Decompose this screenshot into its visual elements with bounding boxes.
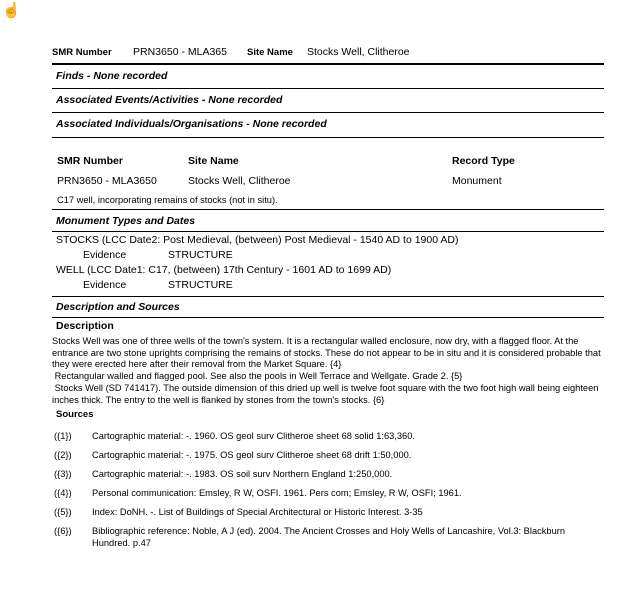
- source-marker: ({5}): [54, 507, 72, 517]
- description-paragraph: Stocks Well (SD 741417). The outside dimension of this dried up well is twelve foot square with the two foot high wall being eighteen inches thick. The entry to the well is flanked by stones from the town's stocks. {6}: [52, 383, 602, 405]
- divider-record: [52, 209, 604, 210]
- header-smr-value: PRN3650 - MLA365: [133, 46, 227, 58]
- sources-heading: Sources: [56, 409, 94, 420]
- hand-cursor-icon: ☝: [2, 2, 21, 19]
- source-marker: ({4}): [54, 488, 72, 498]
- description-paragraph: Rectangular walled and flagged pool. See also the pools in Well Terrace and Wellgate. Grade 2. {5}: [52, 371, 463, 381]
- source-text: Bibliographic reference: Noble, A J (ed). 2004. The Ancient Crosses and Holy Wells of Lancashire, Vol.3: Blackburn Hundred. p.47: [92, 526, 568, 548]
- divider-monument-types: [52, 231, 604, 232]
- record-site-header: Site Name: [188, 155, 239, 167]
- monument-entry-name: WELL (LCC Date1: C17, (between) 17th Century - 1601 AD to 1699 AD): [56, 264, 392, 276]
- summary-row-individuals: Associated Individuals/Organisations - None recorded: [56, 118, 327, 130]
- divider-header: [52, 63, 604, 65]
- description-sources-title: Description and Sources: [56, 301, 180, 313]
- monument-entry-evidence-value: STRUCTURE: [168, 249, 233, 261]
- divider-individuals: [52, 137, 604, 138]
- summary-row-finds: Finds - None recorded: [56, 70, 168, 82]
- source-marker: ({1}): [54, 431, 72, 441]
- header-site-value: Stocks Well, Clitheroe: [307, 46, 410, 58]
- source-text: Cartographic material: -. 1975. OS geol surv Clitheroe sheet 68 drift 1:50,000.: [92, 450, 412, 460]
- source-text: Index: DoNH. -. List of Buildings of Special Architectural or Historic Interest. 3-35: [92, 507, 423, 517]
- monument-entry-evidence-value: STRUCTURE: [168, 279, 233, 291]
- source-text: Personal communication: Emsley, R W, OSFI. 1961. Pers com; Emsley, R W, OSFI; 1961.: [92, 488, 462, 498]
- record-site-value: Stocks Well, Clitheroe: [188, 175, 291, 187]
- record-note: C17 well, incorporating remains of stocks (not in situ).: [57, 195, 278, 205]
- description-heading: Description: [56, 320, 114, 332]
- monument-types-title: Monument Types and Dates: [56, 215, 196, 227]
- source-marker: ({6}): [54, 526, 72, 536]
- divider-events: [52, 112, 604, 113]
- divider-monument-entries: [52, 296, 604, 297]
- record-type-value: Monument: [452, 175, 502, 187]
- record-smr-value: PRN3650 - MLA3650: [57, 175, 157, 187]
- source-text: Cartographic material: -. 1983. OS soil surv Northern England 1:250,000.: [92, 469, 393, 479]
- monument-entry-evidence-label: Evidence: [83, 279, 127, 291]
- record-type-header: Record Type: [452, 155, 515, 167]
- summary-row-events: Associated Events/Activities - None recorded: [56, 94, 283, 106]
- source-text: Cartographic material: -. 1960. OS geol surv Clitheroe sheet 68 solid 1:63,360.: [92, 431, 415, 441]
- source-marker: ({2}): [54, 450, 72, 460]
- monument-entry-name: STOCKS (LCC Date2: Post Medieval, (between) Post Medieval - 1540 AD to 1900 AD): [56, 234, 459, 246]
- divider-description-sources: [52, 317, 604, 318]
- header-smr-label: SMR Number: [52, 47, 112, 58]
- record-smr-header: SMR Number: [57, 155, 123, 167]
- divider-finds: [52, 88, 604, 89]
- header-site-label: Site Name: [247, 47, 293, 58]
- description-paragraph: Stocks Well was one of three wells of the town's system. It is a rectangular walled enclosure, now dry, with a flagged floor. At the entrance are two stone uprights comprising the remains of stocks. These do not appear to be in situ and it is considered probable that they were erected here after their removal from the Market Square. {4}: [52, 336, 604, 370]
- monument-entry-evidence-label: Evidence: [83, 249, 127, 261]
- source-marker: ({3}): [54, 469, 72, 479]
